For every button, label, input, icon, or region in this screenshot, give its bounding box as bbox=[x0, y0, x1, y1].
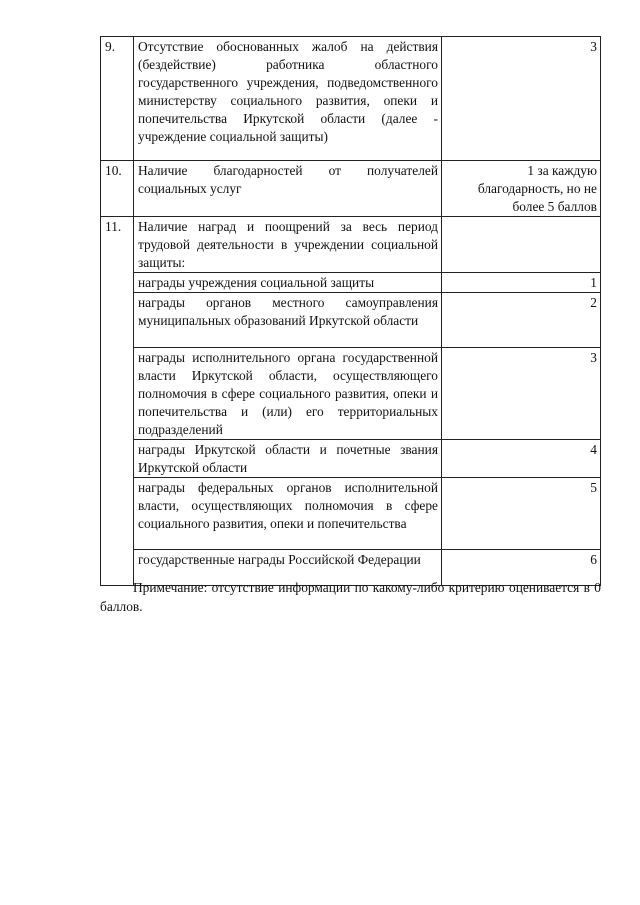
footnote-text: Примечание: отсутствие информации по какому-либо критерию оценивается в 0 баллов. bbox=[100, 580, 601, 614]
table-subrow bbox=[101, 478, 601, 550]
row-number-empty bbox=[101, 348, 134, 440]
table-row bbox=[101, 217, 601, 273]
score-value bbox=[442, 217, 601, 273]
score-value: 3 bbox=[442, 348, 601, 440]
criterion-text: государственные награды Российской Федерации bbox=[134, 550, 442, 586]
row-number: 10. bbox=[101, 161, 134, 217]
criteria-table bbox=[100, 36, 601, 586]
criterion-text: Наличие благодарностей от получателей социальных услуг bbox=[134, 161, 442, 217]
row-number-empty bbox=[101, 440, 134, 478]
score-value: 4 bbox=[442, 440, 601, 478]
score-value: 6 bbox=[442, 550, 601, 586]
table-subrow bbox=[101, 348, 601, 440]
score-value: 3 bbox=[442, 37, 601, 161]
criterion-text: награды федеральных органов исполнительной власти, осуществляющих полномочия в сфере социального развития, опеки и попечительства bbox=[134, 478, 442, 550]
table-subrow bbox=[101, 273, 601, 293]
criterion-text: награды Иркутской области и почетные звания Иркутской области bbox=[134, 440, 442, 478]
row-number-empty bbox=[101, 273, 134, 293]
table-row bbox=[101, 161, 601, 217]
score-value: 1 bbox=[442, 273, 601, 293]
score-value: 2 bbox=[442, 293, 601, 348]
table-subrow bbox=[101, 293, 601, 348]
row-number: 9. bbox=[101, 37, 134, 161]
table-subrow bbox=[101, 440, 601, 478]
score-value: 5 bbox=[442, 478, 601, 550]
criterion-text: награды учреждения социальной защиты bbox=[134, 273, 442, 293]
score-value: 1 за каждую благодарность, но не более 5 баллов bbox=[442, 161, 601, 217]
row-number-empty bbox=[101, 293, 134, 348]
criterion-text: Отсутствие обоснованных жалоб на действия (бездействие) работника областного государственного учреждения, подведомственного министерству социального развития, опеки и попечительства Иркутской области (далее - учреждение социальной защиты) bbox=[134, 37, 442, 161]
criterion-text: награды исполнительного органа государственной власти Иркутской области, осуществляющего полномочия в сфере социального развития, опеки и попечительства и (или) его территориальных подразделений bbox=[134, 348, 442, 440]
row-number-empty bbox=[101, 478, 134, 550]
criterion-text: награды органов местного самоуправления муниципальных образований Иркутской области bbox=[134, 293, 442, 348]
criterion-text: Наличие наград и поощрений за весь период трудовой деятельности в учреждении социальной защиты: bbox=[134, 217, 442, 273]
table-row bbox=[101, 37, 601, 161]
row-number: 11. bbox=[101, 217, 134, 273]
